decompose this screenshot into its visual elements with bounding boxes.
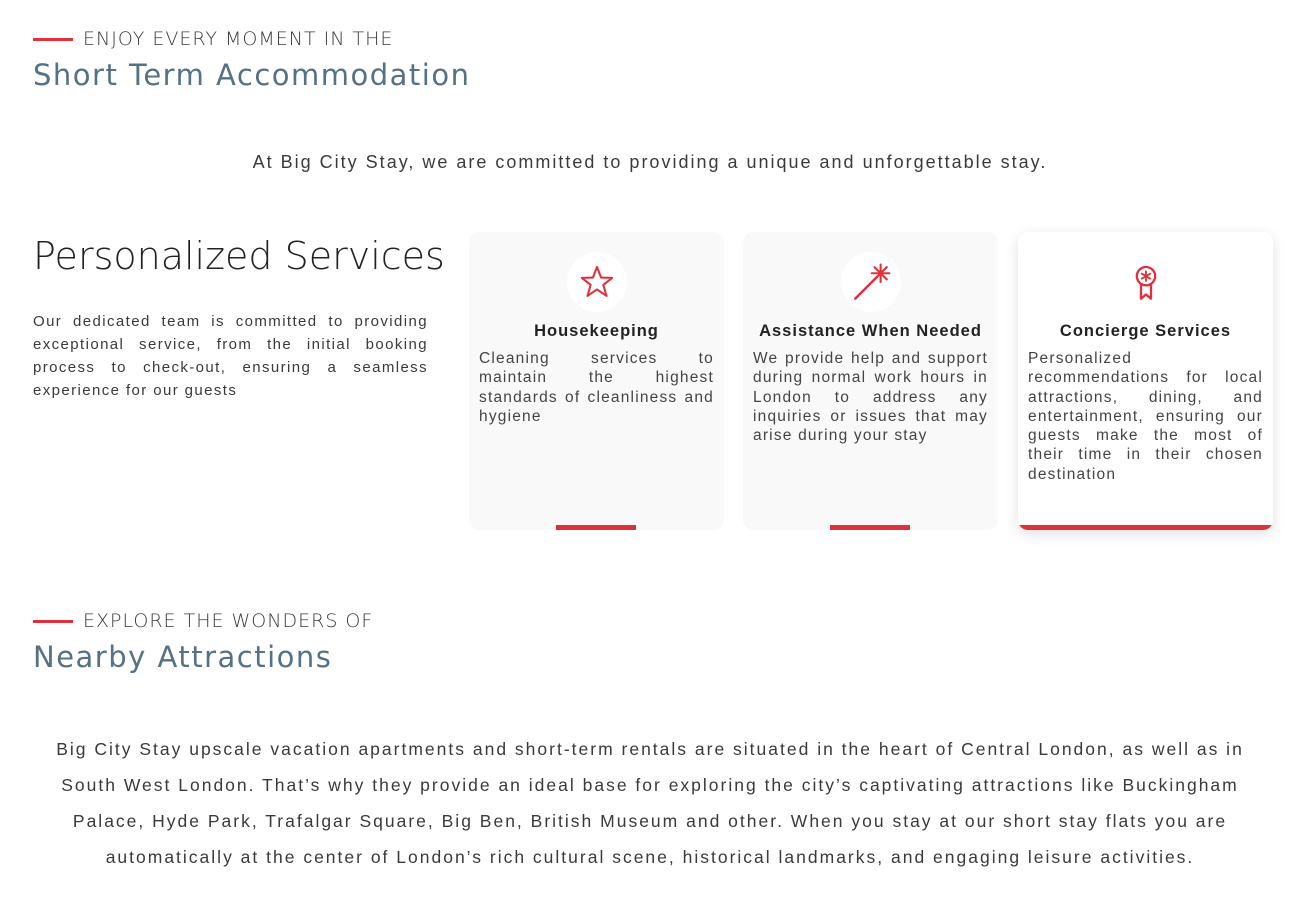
section-title: Short Term Accommodation [33, 58, 471, 92]
service-card-assistance[interactable] [743, 232, 998, 530]
card-accent-bar [556, 525, 636, 530]
eyebrow-text: EXPLORE THE WONDERS OF [83, 610, 374, 632]
star-icon [578, 263, 616, 301]
award-ribbon-icon [1126, 262, 1166, 302]
magic-wand-icon [850, 261, 892, 303]
personalized-services-description: Our dedicated team is committed to providing exceptional service, from the initial booking process to check-out, ensuring a seamless experience for our guests [33, 313, 428, 399]
accent-line [33, 620, 73, 623]
eyebrow [33, 610, 373, 632]
accent-line [33, 38, 73, 41]
service-card-housekeeping[interactable] [469, 232, 724, 530]
icon-circle [841, 252, 901, 312]
eyebrow-text: ENJOY EVERY MOMENT IN THE [83, 28, 394, 50]
icon-circle [567, 252, 627, 312]
icon-circle [1116, 252, 1176, 312]
card-accent-bar [1018, 525, 1273, 530]
service-title: Concierge Services [1059, 322, 1232, 340]
intro-text: At Big City Stay, we are committed to providing a unique and unforgettable stay. [252, 152, 1048, 172]
section-title: Nearby Attractions [33, 640, 333, 674]
eyebrow [33, 28, 470, 50]
accommodation-header [33, 28, 470, 92]
service-title: Assistance When Needed [759, 322, 982, 340]
service-text: We provide help and support during normal work hours in London to address any inquiries or issues that may arise during your stay [753, 350, 988, 445]
service-title: Housekeeping [534, 322, 659, 340]
service-card-concierge[interactable] [1018, 232, 1273, 530]
attractions-text: Big City Stay upscale vacation apartments and short-term rentals are situated in the heart of Central London, as well as in South West London. That’s why they provide an ideal base for exploring the city’s captivating attractions like Buckingham Palace, Hyde Park, Trafalgar Square, Big Ben, British Museum and other. When you stay at our short stay flats you are automatically at the center of London’s rich cultural scene, historical landmarks, and engaging leisure activities. [56, 739, 1244, 867]
attractions-header [33, 610, 373, 674]
personalized-services-title: Personalized Services [33, 234, 445, 278]
card-accent-bar [830, 525, 910, 530]
service-text: Cleaning services to maintain the highest standards of cleanliness and hygiene [479, 350, 714, 425]
service-text: Personalized recommendations for local attractions, dining, and entertainment, ensuring our guests make the most of their time in their chosen destination [1028, 350, 1263, 483]
